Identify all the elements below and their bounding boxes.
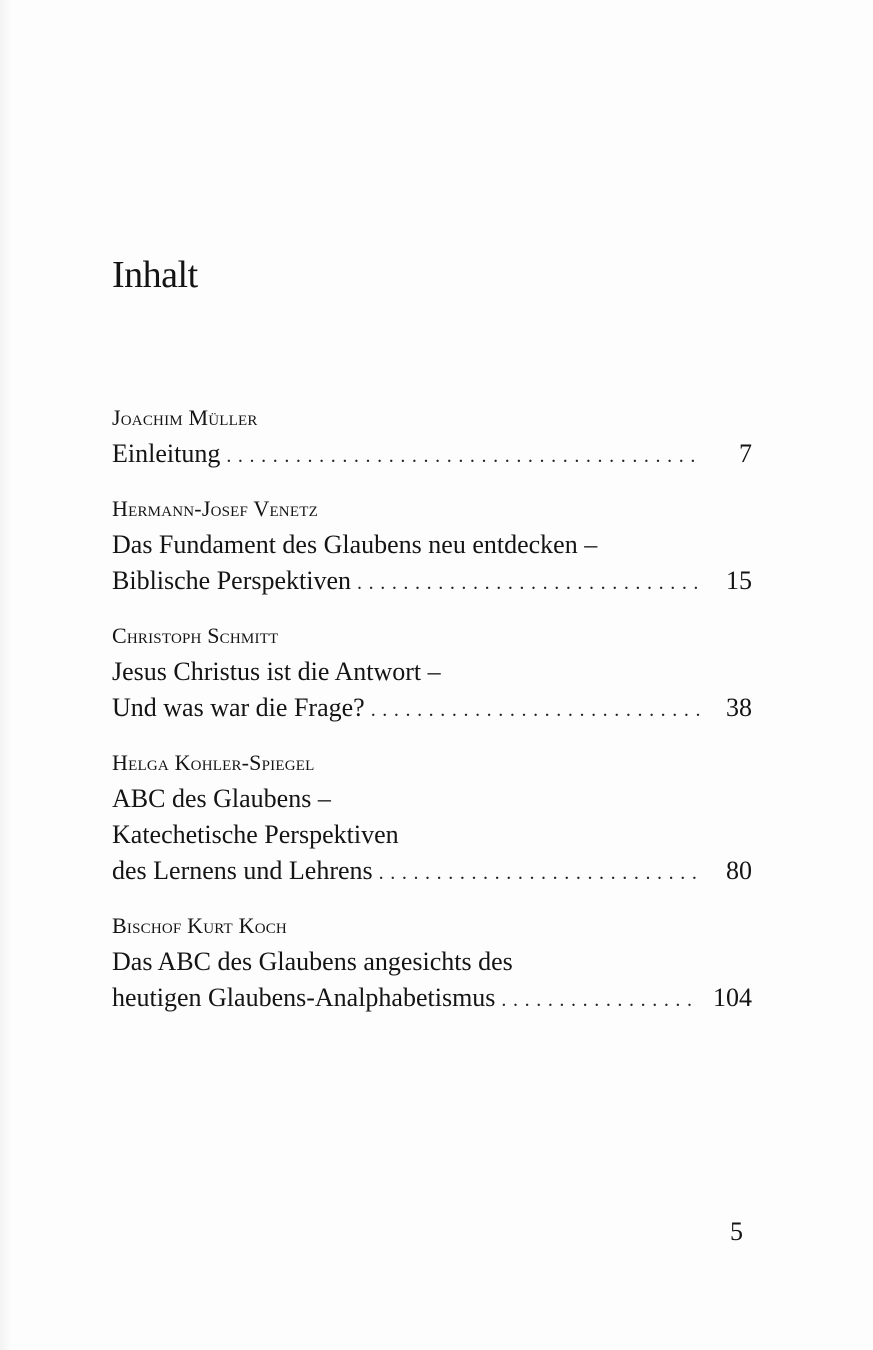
toc-page-number: 15 bbox=[726, 566, 752, 595]
toc-author: Joachim Müller bbox=[112, 405, 258, 430]
toc-title: heutigen Glaubens-Analphabetismus bbox=[112, 983, 496, 1012]
toc-author: Bischof Kurt Koch bbox=[112, 913, 287, 938]
toc-title-line bbox=[112, 980, 752, 1018]
toc-title: Und was war die Frage? bbox=[112, 693, 365, 722]
dot-leader bbox=[226, 438, 700, 474]
toc-entry-4 bbox=[112, 745, 752, 891]
toc-page-number: 104 bbox=[713, 983, 752, 1012]
toc-author: Christoph Schmitt bbox=[112, 623, 279, 648]
toc-entry-3 bbox=[112, 618, 752, 728]
toc-title: Katechetische Perspektiven bbox=[112, 820, 399, 849]
toc-author: Helga Kohler-Spiegel bbox=[112, 750, 315, 775]
toc-page-number: 38 bbox=[726, 693, 752, 722]
dot-leader bbox=[379, 855, 700, 891]
toc-title: Biblische Perspektiven bbox=[112, 566, 352, 595]
dot-leader bbox=[357, 565, 700, 601]
toc-title: Jesus Christus ist die Antwort – bbox=[112, 657, 441, 686]
page-number: 5 bbox=[730, 1217, 743, 1246]
toc-title-line bbox=[112, 690, 752, 728]
page-edge bbox=[0, 0, 12, 1350]
dot-leader bbox=[501, 982, 700, 1018]
toc-title-line bbox=[112, 563, 752, 601]
toc-title: des Lernens und Lehrens bbox=[112, 856, 373, 885]
toc-page-number: 80 bbox=[726, 856, 752, 885]
toc-title-line bbox=[112, 436, 752, 474]
toc-title: ABC des Glaubens – bbox=[112, 784, 331, 813]
toc-title: Einleitung bbox=[112, 439, 221, 468]
page-title: Inhalt bbox=[112, 254, 198, 296]
toc-author: Hermann-Josef Venetz bbox=[112, 496, 318, 521]
toc-entry-1 bbox=[112, 400, 752, 474]
table-of-contents bbox=[112, 400, 752, 1035]
toc-title-line bbox=[112, 853, 752, 891]
toc-entry-5 bbox=[112, 908, 752, 1018]
toc-page-number: 7 bbox=[739, 439, 752, 468]
toc-entry-2 bbox=[112, 491, 752, 601]
dot-leader bbox=[371, 692, 700, 728]
toc-title: Das ABC des Glaubens angesichts des bbox=[112, 947, 513, 976]
toc-title: Das Fundament des Glaubens neu entdecken – bbox=[112, 530, 598, 559]
